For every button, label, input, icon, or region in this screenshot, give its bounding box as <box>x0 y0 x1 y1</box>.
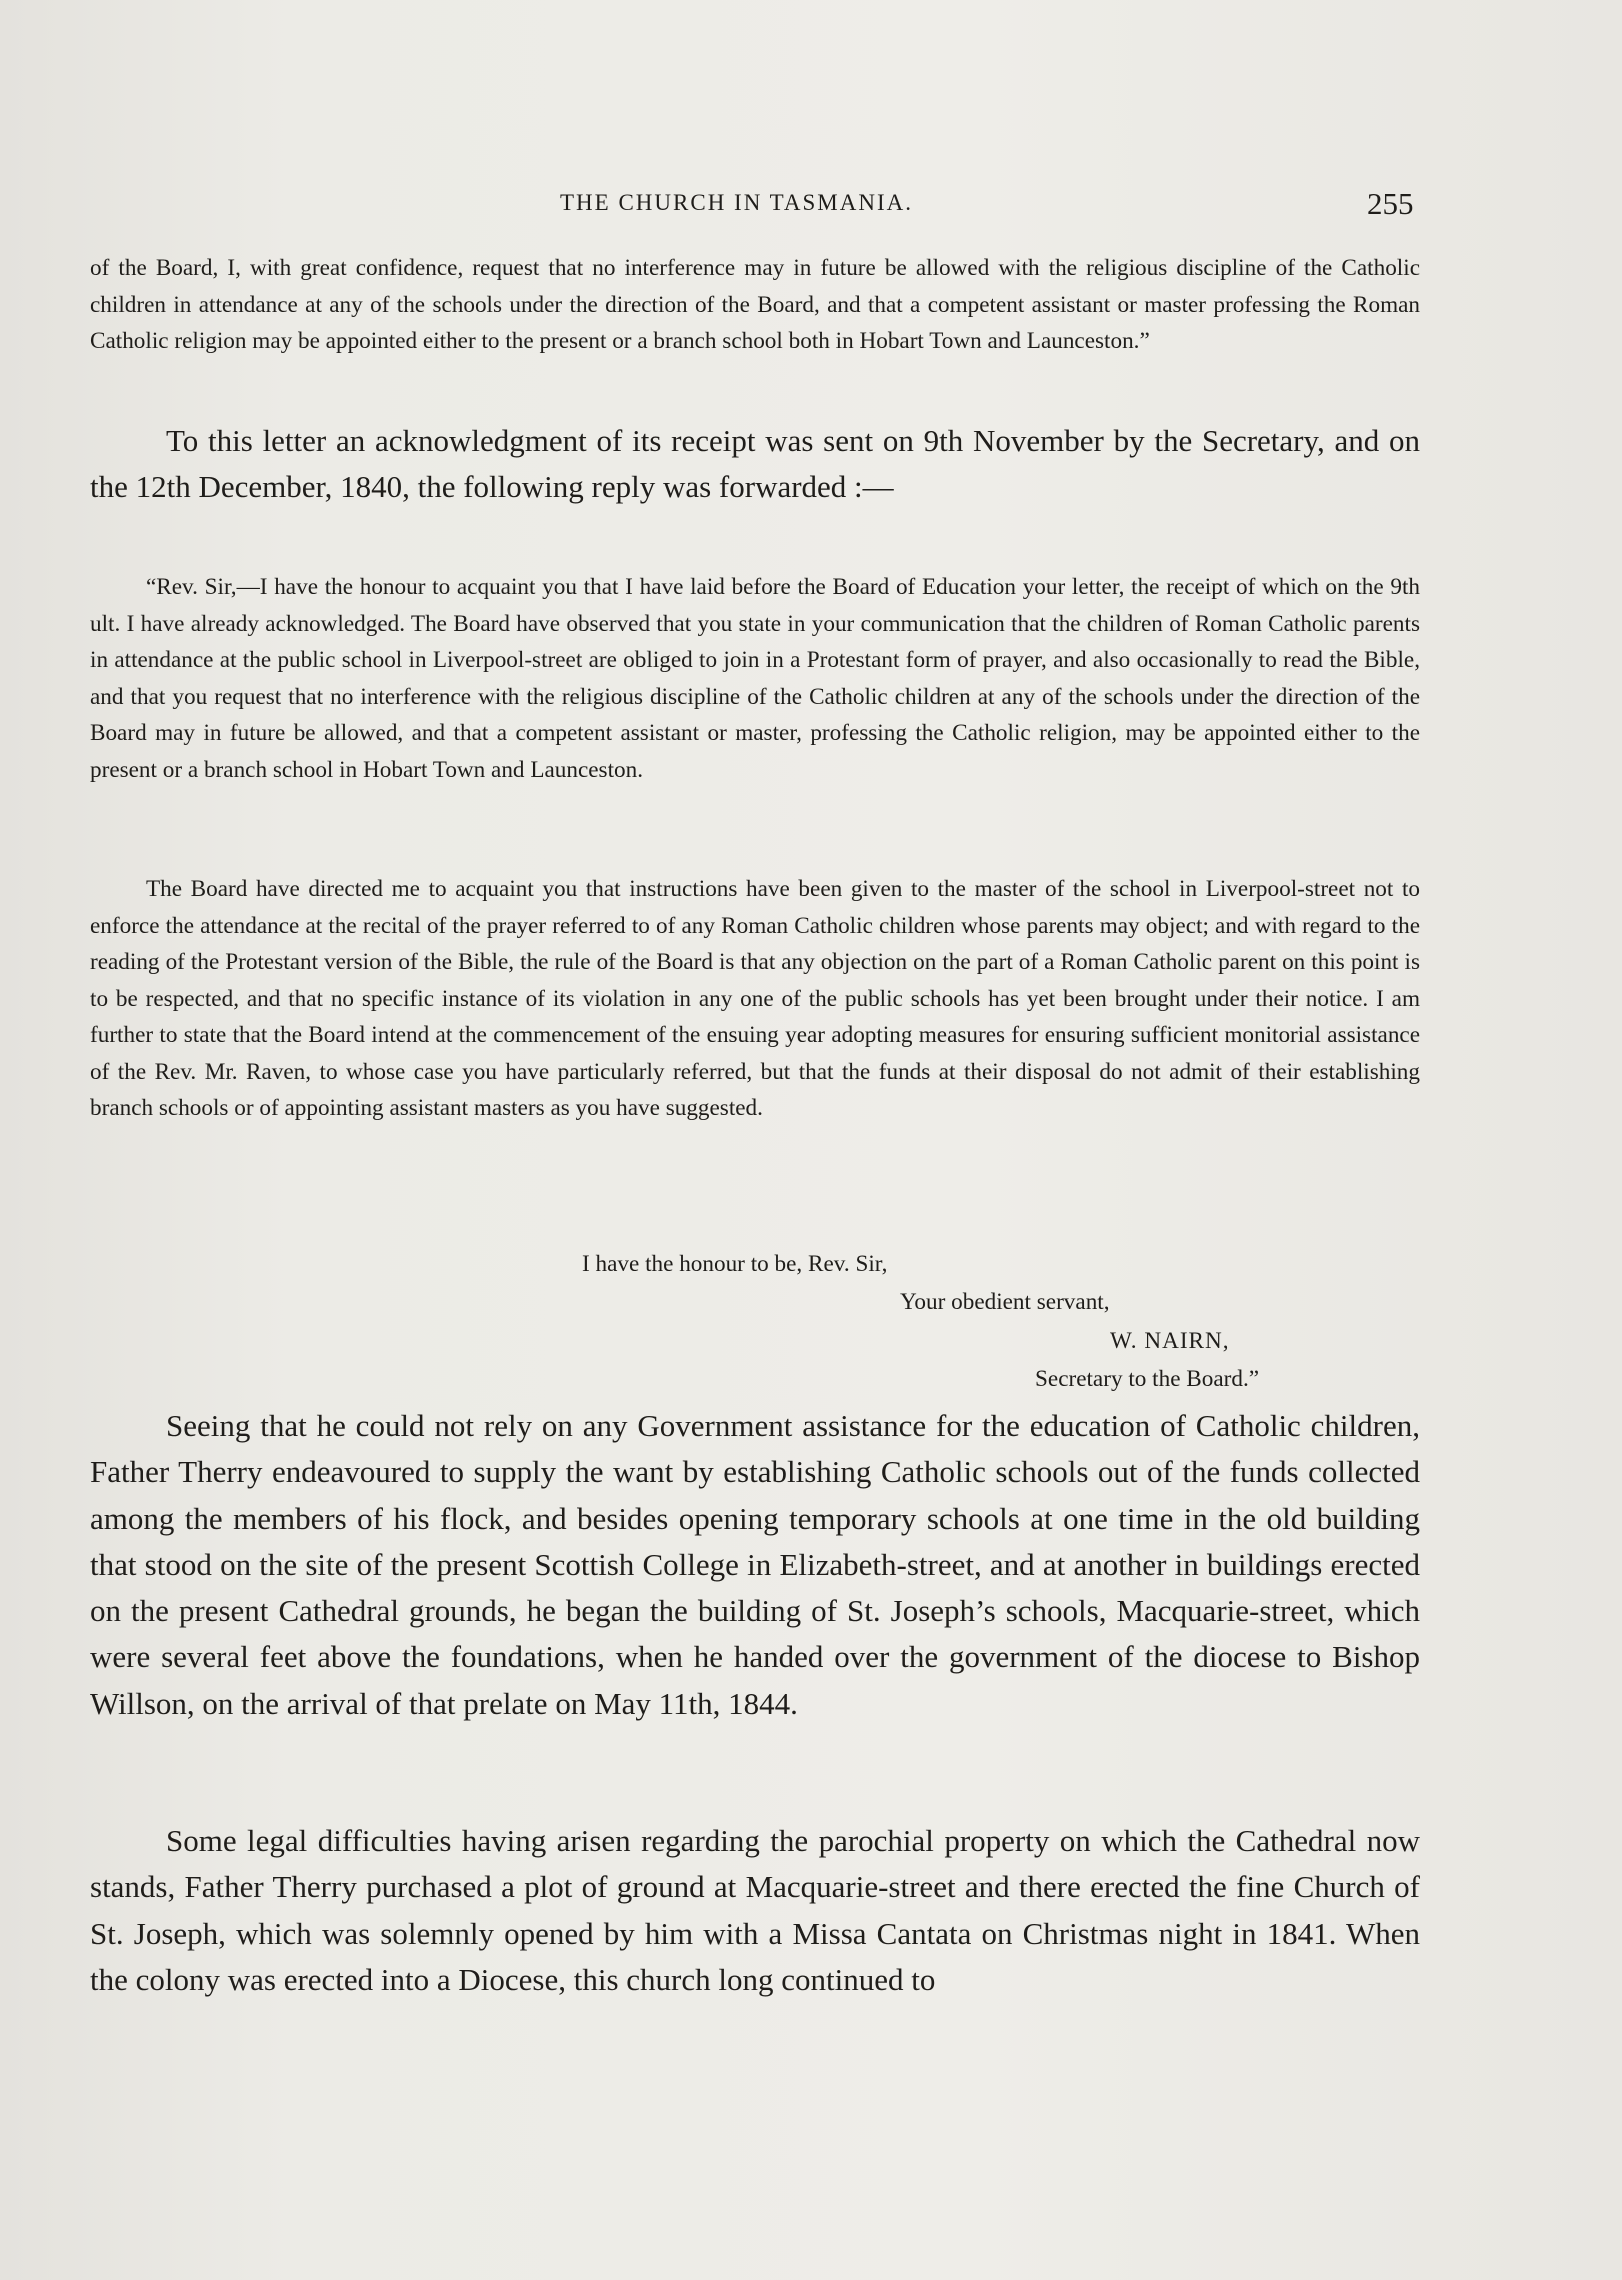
running-title: THE CHURCH IN TASMANIA. <box>560 190 913 215</box>
reply-letter-opening <box>90 569 1420 788</box>
page-number: 255 <box>1367 186 1414 221</box>
reply-letter-body <box>90 871 1420 1127</box>
narrative-church <box>90 1818 1420 2003</box>
paragraph-reply-opening: “Rev. Sir,—I have the honour to acquaint you that I have laid before the Board of Education your letter, the receipt of which on the 9th ult. I have already acknowledged. The Board have observed that you state in your communication that the children of Roman Catholic parents in attendance at the public school in Liverpool-street are obliged to join in a Protestant form of prayer, and also occasionally to read the Bible, and that you request that no interference with the religious discipline of the Catholic children at any of the schools under the direction of the Board may in future be allowed, and that a competent assistant or master, professing the Catholic religion, may be appointed either to the present or a branch school in Hobart Town and Launceston. <box>90 574 1420 783</box>
signature-closing: I have the honour to be, Rev. Sir, <box>582 1251 888 1277</box>
paragraph-catholic-schools: Seeing that he could not rely on any Government assistance for the education of Catholic children, Father Therry endeavoured to supply the want by establishing Catholic schools out of the funds collected among the members of his flock, and besides opening temporary schools at one time in the old building that stood on the site of the present Scottish College in Elizabeth-street, and at another in buildings erected on the present Cathedral grounds, he began the building of St. Joseph’s schools, Macquarie-street, which were several feet above the foundations, when he handed over the government of the diocese to Bishop Willson, on the arrival of that prelate on May 11th, 1844. <box>90 1408 1420 1721</box>
paragraph-reply-body: The Board have directed me to acquaint you that instructions have been given to the master of the school in Liverpool-street not to enforce the attendance at the recital of the prayer referred to of any Roman Catholic children whose parents may object; and with regard to the reading of the Protestant version of the Bible, the rule of the Board is that any objection on the part of a Roman Catholic parent on this point is to be respected, and that no specific instance of its violation in any one of the public schools has yet been brought under their notice. I am further to state that the Board intend at the commencement of the ensuing year adopting measures for ensuring sufficient monitorial assistance of the Rev. Mr. Raven, to whose case you have particularly referred, but that the funds at their disposal do not admit of their establishing branch schools or of appointing assistant masters as you have suggested. <box>90 876 1420 1121</box>
paragraph-church-of-st-joseph: Some legal difficulties having arisen regarding the parochial property on which the Cathedral now stands, Father Therry purchased a plot of ground at Macquarie-street and there erected the fine Church of St. Joseph, which was solemnly opened by him with a Missa Cantata on Christmas night in 1841. When the colony was erected into a Diocese, this church long continued to <box>90 1823 1420 1997</box>
signature-valediction: Your obedient servant, <box>900 1289 1110 1315</box>
signature-title: Secretary to the Board.” <box>1035 1366 1260 1392</box>
running-header <box>0 186 1622 226</box>
narrative-intro <box>90 418 1420 511</box>
quoted-letter-ending <box>90 250 1420 360</box>
signature-name: W. NAIRN, <box>1110 1328 1230 1354</box>
paragraph-acknowledgment: To this letter an acknowledgment of its receipt was sent on 9th November by the Secretary, and on the 12th December, 1840, the following reply was forwarded :— <box>90 423 1420 505</box>
paragraph-letter-ending: of the Board, I, with great confidence, request that no interference may in future be allowed with the religious discipline of the Catholic children in attendance at any of the schools under the direction of the Board, and that a competent assistant or master professing the Roman Catholic religion may be appointed either to the present or a branch school both in Hobart Town and Launceston.” <box>90 255 1420 354</box>
narrative-schools <box>90 1403 1420 1727</box>
